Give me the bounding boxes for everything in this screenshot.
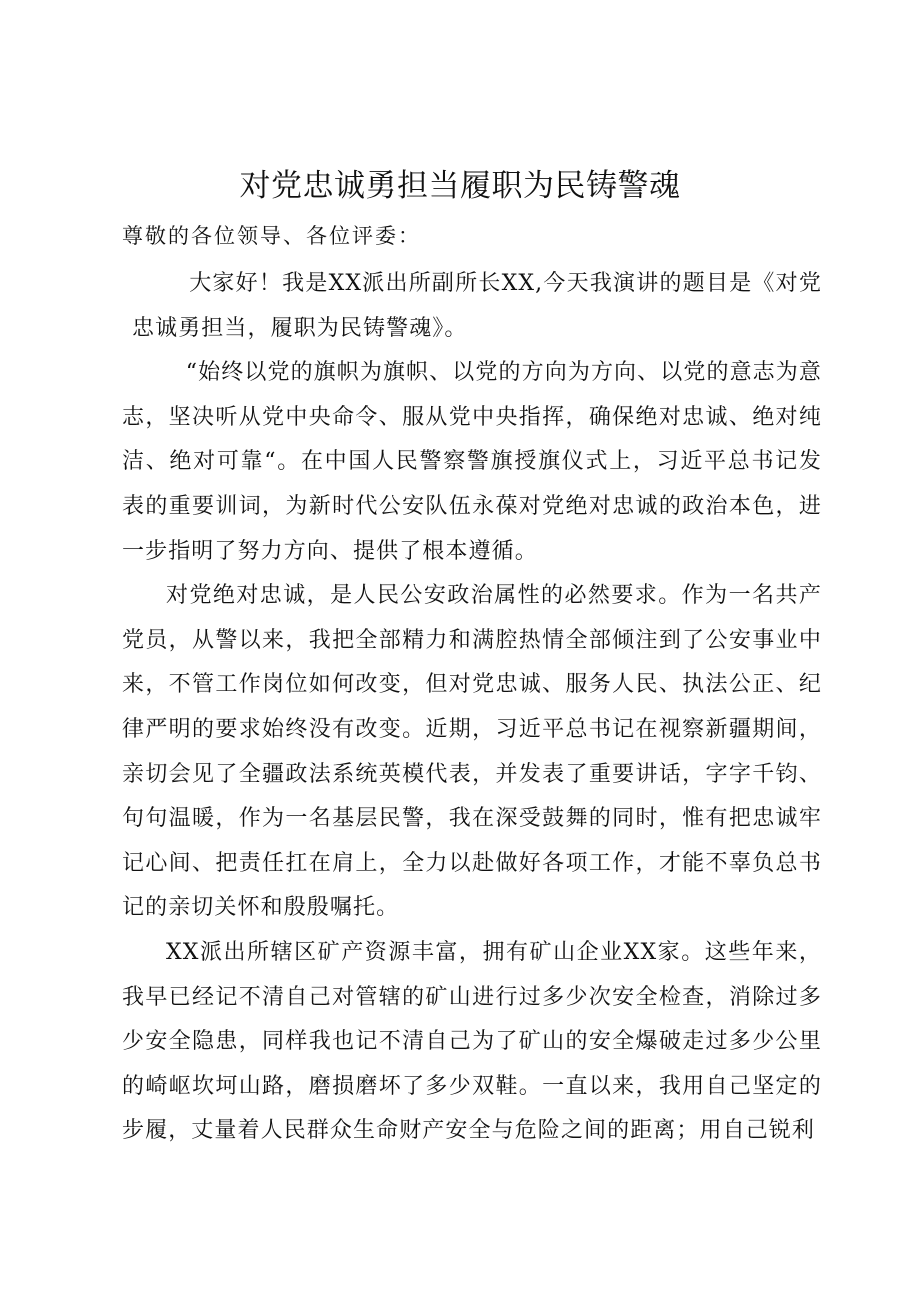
document-title: 对党忠诚勇担当履职为民铸警魂 <box>239 168 681 204</box>
paragraph-mining-area: XX派出所辖区矿产资源丰富，拥有矿山企业XX家。这些年来，我早已经记不清自己对管辖的矿山进行过多少次安全检查，消除过多少安全隐患，同样我也记不清自己为了矿山的安全爆破走过多少公里的崎岖坎坷山路，磨损磨坏了多少双鞋。一直以来，我用自己坚定的步履，丈量着人民群众生命财产安全与危险之间的距离；用自己锐利 <box>122 939 822 1144</box>
salutation: 尊敬的各位领导、各位评委： <box>122 224 421 248</box>
paragraph-intro: 大家好！我是XX派出所副所长XX,今天我演讲的题目是《对党忠诚勇担当，履职为民铸警魂》。 <box>132 271 822 341</box>
document-body <box>122 262 822 1154</box>
paragraph-quote: “始终以党的旗帜为旗帜、以党的方向为方向、以党的意志为意志，坚决听从党中央命令、服从党中央指挥，确保绝对忠诚、绝对纯洁、绝对可靠“。在中国人民警察警旗授旗仪式上，习近平总书记发表的重要训词，为新时代公安队伍永葆对党绝对忠诚的政治本色，进一步指明了努力方向、提供了根本遵循。 <box>122 360 822 564</box>
paragraph-loyalty: 对党绝对忠诚，是人民公安政治属性的必然要求。作为一名共产党员，从警以来，我把全部精力和满腔热情全部倾注到了公安事业中来，不管工作岗位如何改变，但对党忠诚、服务人民、执法公正、纪律严明的要求始终没有改变。近期，习近平总书记在视察新疆期间，亲切会见了全疆政法系统英模代表，并发表了重要讲话，字字千钧、句句温暖，作为一名基层民警，我在深受鼓舞的同时，惟有把忠诚牢记心间、把责任扛在肩上，全力以赴做好各项工作，才能不辜负总书记的亲切关怀和殷殷嘱托。 <box>122 583 822 921</box>
